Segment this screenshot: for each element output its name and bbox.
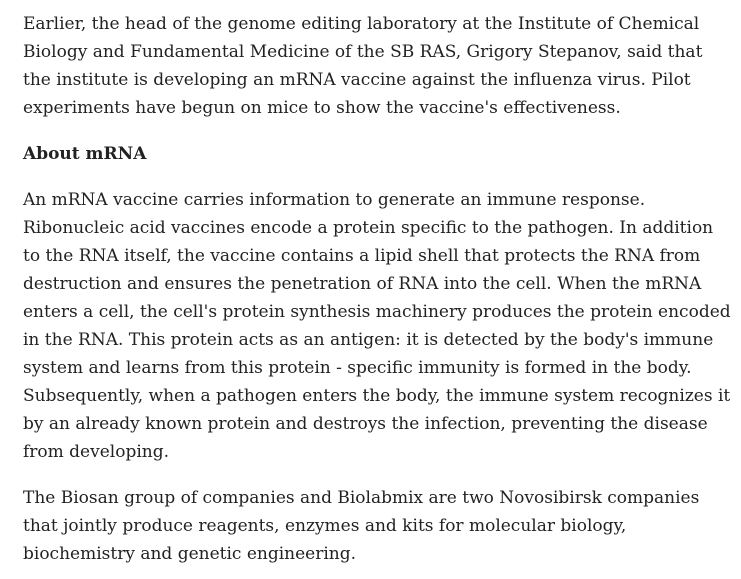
paragraph-genome-lab: Earlier, the head of the genome editing laboratory at the Institute of Chemical Biology and Fundamental Medicine of the SB RAS, Grigory Stepanov, said that the institute is developing an mRNA vaccine against the influenza virus. Pilot experiments have begun on mice to show the vaccine's effectiveness. [23,14,703,118]
paragraph-mrna-explanation: An mRNA vaccine carries information to generate an immune response. Ribonucleic acid vaccines encode a protein specific to the pathogen. In addition to the RNA itself, the vaccine contains a lipid shell that protects the RNA from destruction and ensures the penetration of RNA into the cell. When the mRNA enters a cell, the cell's protein synthesis machinery produces the protein encoded in the RNA. This protein acts as an antigen: it is detected by the body's immune system and learns from this protein - specific immunity is formed in the body. Subsequently, when a pathogen enters the body, the immune system recognizes it by an already known protein and destroys the infection, preventing the disease from developing. [23,190,731,462]
section-heading-about-mrna: About mRNA [23,144,147,164]
article-body [23,10,735,568]
paragraph-biosan-biolabmix: The Biosan group of companies and Biolabmix are two Novosibirsk companies that jointly produce reagents, enzymes and kits for molecular biology, biochemistry and genetic engineering. [23,488,700,564]
